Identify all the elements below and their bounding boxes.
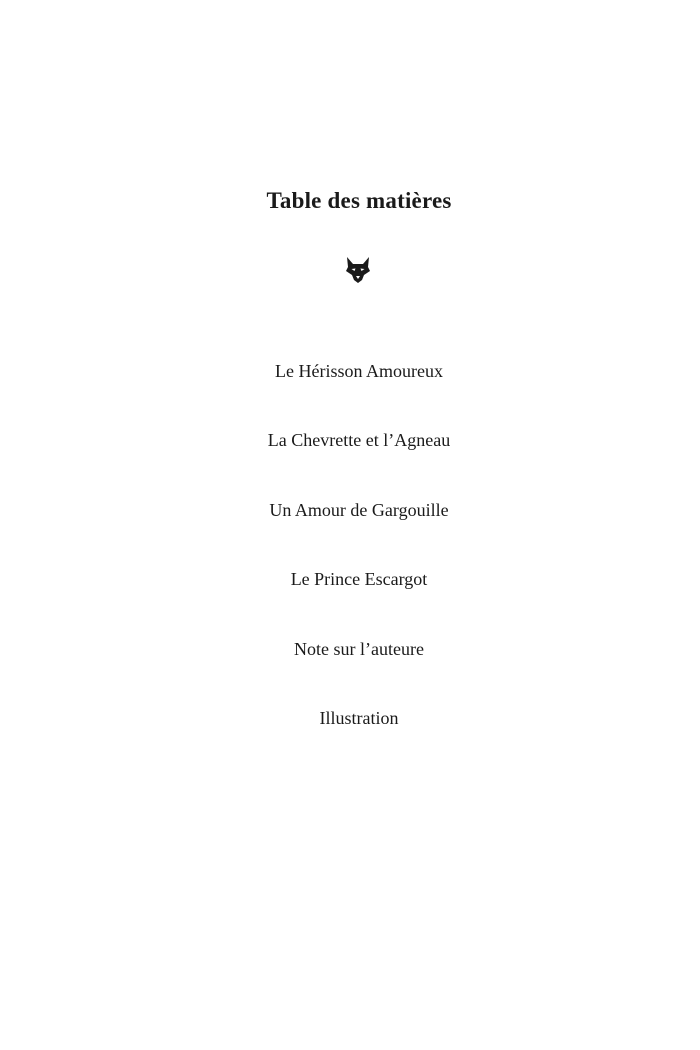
toc-entry-label: Le Prince Escargot (290, 569, 428, 590)
toc-entry-un-amour-de-gargouille[interactable] (0, 499, 700, 568)
toc-entry-label: Illustration (319, 707, 399, 728)
toc-entry-label: Note sur l’auteure (294, 638, 424, 659)
toc-entry-label: La Chevrette et l’Agneau (267, 430, 451, 451)
toc-entry-la-chevrette-et-l-agneau[interactable] (0, 429, 700, 498)
toc-entry-le-herisson-amoureux[interactable] (0, 360, 700, 429)
toc-entry-note-sur-l-auteure[interactable] (0, 638, 700, 707)
toc-entry-le-prince-escargot[interactable] (0, 568, 700, 637)
toc-entry-label: Le Hérisson Amoureux (275, 361, 443, 381)
table-of-contents (0, 360, 700, 776)
page-title: Table des matières (266, 188, 452, 213)
fox-head-icon (345, 256, 371, 284)
toc-entry-label: Un Amour de Gargouille (269, 499, 449, 520)
toc-entry-illustration[interactable] (0, 707, 700, 776)
